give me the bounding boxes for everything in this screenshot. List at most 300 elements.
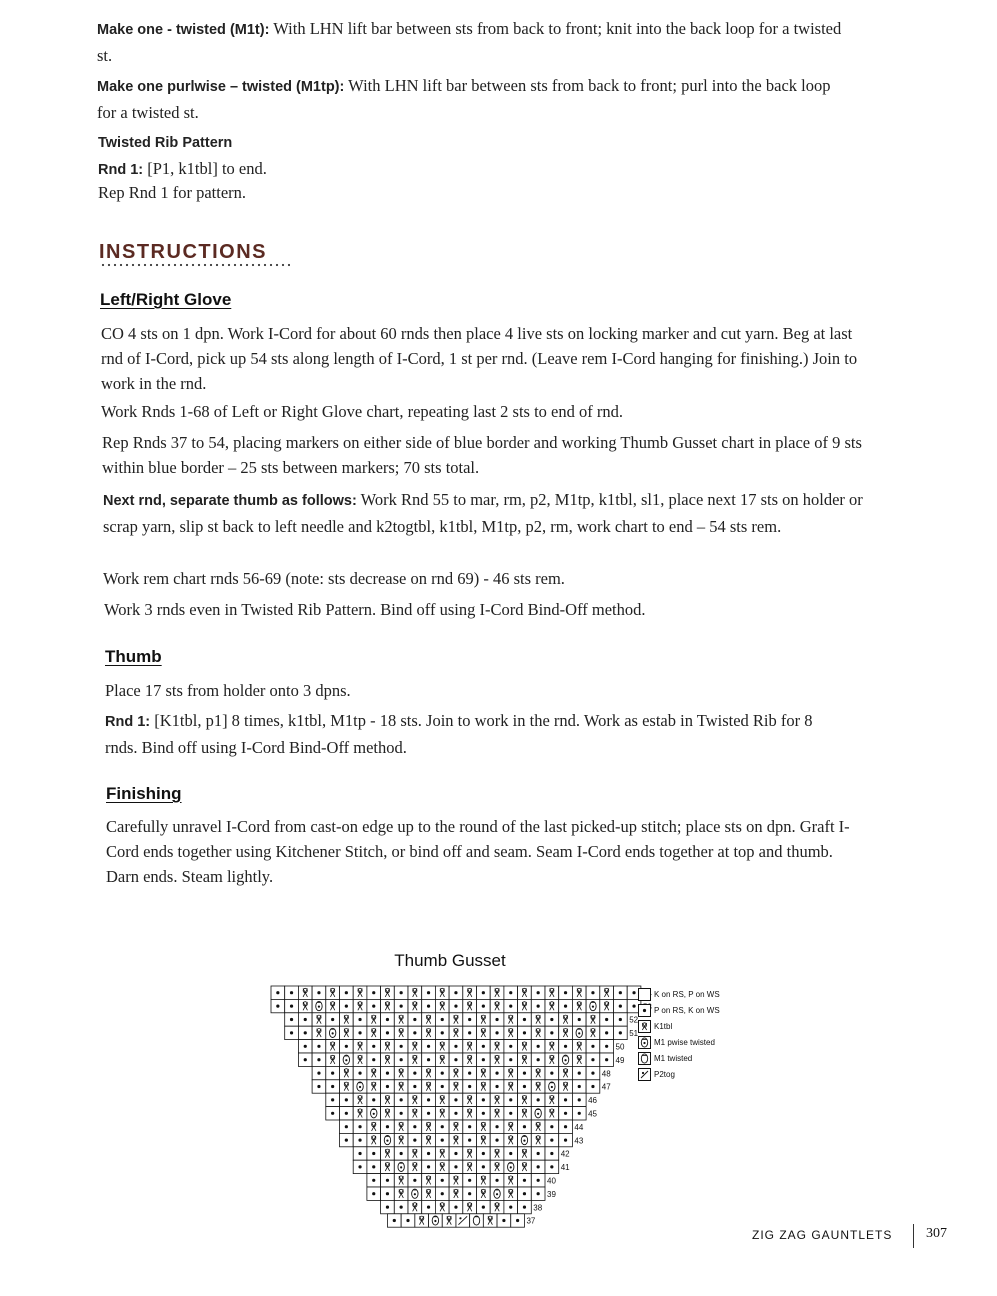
chart-cell	[477, 1133, 491, 1146]
chart-cell	[394, 1026, 408, 1039]
chart-row-label: 38	[533, 1203, 543, 1213]
chart-cell	[435, 1080, 449, 1093]
chart-cell	[367, 1120, 381, 1133]
chart-cell	[600, 1040, 614, 1053]
chart-cell	[463, 1026, 477, 1039]
chart-cell	[422, 1066, 436, 1079]
chart-cell	[463, 1080, 477, 1093]
chart-cell	[572, 999, 586, 1012]
chart-row-label: 43	[574, 1136, 584, 1146]
chart-cell	[435, 1120, 449, 1133]
chart-cell	[559, 1026, 573, 1039]
chart-cell	[353, 1080, 367, 1093]
legend-item-m1t	[638, 1050, 720, 1066]
chart-cell	[477, 1026, 491, 1039]
chart-cell	[531, 1160, 545, 1173]
chart-cell	[312, 1080, 326, 1093]
chart-legend	[638, 986, 720, 1082]
chart-cell	[504, 1133, 518, 1146]
chart-cell	[408, 1053, 422, 1066]
chart-row-40	[367, 1174, 557, 1187]
glove-para-2: Work Rnds 1-68 of Left or Right Glove chart, repeating last 2 sts to end of rnd.	[101, 402, 623, 421]
legend-swatch-dot	[638, 1004, 651, 1017]
chart-cell	[353, 1093, 367, 1106]
finishing-para-1: Carefully unravel I-Cord from cast-on edge up to the round of the last picked-up stitch; place sts on dpn. Graft I-Cord ends together using Kitchener Stitch, or bind off and seam. Seam I-Cord ends together at top and thumb. Darn ends. Steam lightly.	[106, 817, 850, 886]
chart-cell	[298, 1040, 312, 1053]
chart-cell	[477, 1160, 491, 1173]
chart-cell	[518, 1080, 532, 1093]
chart-cell	[511, 1214, 525, 1227]
chart-cell	[572, 1080, 586, 1093]
thumb-para-1: Place 17 sts from holder onto 3 dpns.	[105, 681, 351, 700]
chart-cell	[477, 986, 491, 999]
legend-item-k1tbl	[638, 1018, 720, 1034]
chart-cell	[449, 1013, 463, 1026]
chart-cell	[367, 1080, 381, 1093]
chart-cell	[353, 1147, 367, 1160]
thumb-gusset-chart	[268, 984, 639, 1226]
chart-cell	[429, 1214, 443, 1227]
chart-cell	[477, 1053, 491, 1066]
chart-cell	[477, 1200, 491, 1213]
chart-row-47	[312, 1080, 611, 1093]
chart-cell	[497, 1214, 511, 1227]
footer-divider	[913, 1224, 914, 1248]
chart-cell	[367, 986, 381, 999]
chart-cell	[312, 1013, 326, 1026]
chart-cell	[422, 1093, 436, 1106]
chart-cell	[477, 999, 491, 1012]
chart-cell	[504, 1026, 518, 1039]
chart-cell	[490, 1093, 504, 1106]
chart-cell	[422, 1147, 436, 1160]
chart-cell	[408, 1133, 422, 1146]
chart-cell	[367, 1160, 381, 1173]
chart-cell	[394, 1107, 408, 1120]
chart-cell	[490, 999, 504, 1012]
chart-row-37	[387, 1214, 535, 1227]
chart-cell	[422, 1174, 436, 1187]
chart-cell	[559, 1040, 573, 1053]
chart-cell	[340, 1013, 354, 1026]
chart-cell	[312, 999, 326, 1012]
glove-para-6: Work 3 rnds even in Twisted Rib Pattern. Bind off using I-Cord Bind-Off method.	[104, 600, 646, 619]
chart-cell	[449, 986, 463, 999]
page-number: 307	[926, 1226, 947, 1241]
chart-cell	[504, 1120, 518, 1133]
chart-cell	[435, 1026, 449, 1039]
chart-cell	[408, 999, 422, 1012]
glove-para-4-label: Next rnd, separate thumb as follows:	[103, 493, 357, 509]
chart-cell	[408, 1093, 422, 1106]
chart-cell	[572, 1093, 586, 1106]
chart-cell	[422, 999, 436, 1012]
chart-cell	[367, 1013, 381, 1026]
chart-cell	[559, 1013, 573, 1026]
chart-cell	[422, 1200, 436, 1213]
chart-cell	[435, 1147, 449, 1160]
chart-row-42	[353, 1147, 570, 1160]
chart-cell	[490, 1066, 504, 1079]
legend-item-m1p	[638, 1034, 720, 1050]
chart-cell	[381, 1120, 395, 1133]
chart-cell	[422, 1187, 436, 1200]
chart-cell	[435, 1200, 449, 1213]
chart-cell	[531, 986, 545, 999]
chart-cell	[381, 999, 395, 1012]
chart-row-49	[298, 1053, 625, 1066]
chart-row-label: 50	[615, 1042, 625, 1052]
chart-cell	[312, 1026, 326, 1039]
chart-row-50	[298, 1040, 625, 1053]
legend-label: K on RS, P on WS	[654, 989, 720, 999]
chart-cell	[435, 986, 449, 999]
chart-cell	[326, 986, 340, 999]
chart-row-label: 46	[588, 1096, 598, 1106]
chart-cell	[353, 1160, 367, 1173]
thumb-rnd	[105, 708, 845, 760]
chart-cell	[518, 1013, 532, 1026]
chart-cell	[531, 1147, 545, 1160]
abbrev-m1tp	[97, 73, 837, 125]
chart-row-label: 37	[526, 1216, 536, 1226]
chart-cell	[504, 999, 518, 1012]
chart-cell	[559, 986, 573, 999]
chart-cell	[422, 986, 436, 999]
chart-cell	[518, 1107, 532, 1120]
chart-cell	[531, 1107, 545, 1120]
chart-cell	[449, 1133, 463, 1146]
chart-cell	[586, 986, 600, 999]
chart-cell	[490, 1200, 504, 1213]
chart-cell	[381, 1200, 395, 1213]
chart-row-54	[271, 986, 652, 999]
chart-cell	[531, 1093, 545, 1106]
chart-cell	[353, 1133, 367, 1146]
legend-item-p2tog	[638, 1066, 720, 1082]
chart-row-label: 48	[601, 1069, 611, 1079]
chart-row-label: 49	[615, 1055, 625, 1065]
chart-cell	[614, 999, 628, 1012]
chart-cell	[394, 1053, 408, 1066]
chart-cell	[408, 1107, 422, 1120]
chart-cell	[614, 986, 628, 999]
chart-cell	[408, 1026, 422, 1039]
chart-cell	[545, 1160, 559, 1173]
twisted-rib-rep: Rep Rnd 1 for pattern.	[98, 183, 247, 202]
chart-cell	[449, 1147, 463, 1160]
chart-cell	[600, 1013, 614, 1026]
thumb-heading: Thumb	[105, 647, 162, 666]
chart-cell	[353, 1107, 367, 1120]
chart-cell	[463, 986, 477, 999]
chart-cell	[367, 1187, 381, 1200]
chart-cell	[285, 986, 299, 999]
chart-cell	[449, 1066, 463, 1079]
chart-cell	[490, 1026, 504, 1039]
chart-cell	[449, 1080, 463, 1093]
chart-cell	[340, 1093, 354, 1106]
chart-cell	[477, 1187, 491, 1200]
chart-cell	[394, 1160, 408, 1173]
chart-cell	[394, 986, 408, 999]
chart-cell	[422, 1133, 436, 1146]
chart-cell	[340, 1107, 354, 1120]
chart-row-41	[353, 1160, 570, 1173]
chart-cell	[463, 1107, 477, 1120]
chart-cell	[449, 1174, 463, 1187]
finishing-heading: Finishing	[106, 784, 182, 803]
chart-cell	[545, 1107, 559, 1120]
chart-cell	[572, 1026, 586, 1039]
chart-cell	[449, 1187, 463, 1200]
chart-cell	[463, 1053, 477, 1066]
chart-cell	[477, 1093, 491, 1106]
chart-cell	[422, 1107, 436, 1120]
chart-cell	[586, 1053, 600, 1066]
chart-cell	[518, 1160, 532, 1173]
glove-para-4-text: Work Rnd 55 to mar, rm, p2, M1tp, k1tbl, sl1, place next 17 sts on holder or scrap yarn, slip st back to left needle and k2togtbl, k1tbl, M1tp, p2, rm, work chart to end – 54 sts rem.	[103, 490, 863, 536]
chart-cell	[518, 1040, 532, 1053]
chart-cell	[559, 1093, 573, 1106]
chart-cell	[408, 1160, 422, 1173]
chart-cell	[449, 1160, 463, 1173]
chart-cell	[463, 1187, 477, 1200]
chart-cell	[545, 1147, 559, 1160]
chart-cell	[435, 1093, 449, 1106]
chart-cell	[559, 1080, 573, 1093]
chart-cell	[490, 1053, 504, 1066]
chart-cell	[531, 1133, 545, 1146]
chart-cell	[545, 1133, 559, 1146]
chart-row-label: 39	[547, 1189, 556, 1199]
chart-cell	[477, 1040, 491, 1053]
chart-cell	[367, 1093, 381, 1106]
legend-item-dot	[638, 1002, 720, 1018]
chart-cell	[559, 1133, 573, 1146]
chart-cell	[531, 1026, 545, 1039]
twisted-rib-title: Twisted Rib Pattern	[98, 135, 233, 151]
chart-cell	[504, 1174, 518, 1187]
chart-cell	[367, 1053, 381, 1066]
legend-label: M1 twisted	[654, 1053, 693, 1063]
chart-row-label: 42	[560, 1149, 570, 1159]
glove-para-5: Work rem chart rnds 56-69 (note: sts decrease on rnd 69) - 46 sts rem.	[103, 569, 565, 588]
chart-cell	[312, 1053, 326, 1066]
chart-cell	[326, 1013, 340, 1026]
chart-row-46	[326, 1093, 598, 1106]
chart-cell	[435, 1187, 449, 1200]
chart-cell	[559, 1107, 573, 1120]
chart-cell	[504, 1040, 518, 1053]
chart-cell	[381, 1026, 395, 1039]
chart-cell	[394, 1147, 408, 1160]
chart-cell	[422, 1080, 436, 1093]
chart-cell	[545, 999, 559, 1012]
chart-cell	[518, 1200, 532, 1213]
instructions-heading: INSTRUCTIONS	[99, 241, 267, 263]
chart-cell	[340, 1120, 354, 1133]
glove-para-1: CO 4 sts on 1 dpn. Work I-Cord for about 60 rnds then place 4 live sts on locking marker and cut yarn. Beg at last rnd of I-Cord, pick up 54 sts along length of I-Cord, 1 st per rnd. (Leave rem I-Cord hanging for finishing.) Join to work in the rnd.	[101, 324, 858, 393]
abbrev-m1t-term: Make one - twisted (M1t):	[97, 22, 270, 38]
chart-cell	[367, 1026, 381, 1039]
chart-cell	[340, 999, 354, 1012]
chart-cell	[435, 1040, 449, 1053]
chart-cell	[326, 1040, 340, 1053]
chart-cell	[422, 1040, 436, 1053]
chart-cell	[490, 1174, 504, 1187]
chart-cell	[531, 1080, 545, 1093]
chart-cell	[435, 1066, 449, 1079]
chart-cell	[586, 999, 600, 1012]
chart-cell	[340, 1066, 354, 1079]
chart-cell	[435, 999, 449, 1012]
chart-row-label: 45	[588, 1109, 598, 1119]
chart-cell	[545, 1053, 559, 1066]
legend-label: P on RS, K on WS	[654, 1005, 720, 1015]
chart-cell	[463, 1040, 477, 1053]
chart-row-38	[381, 1200, 543, 1213]
chart-cell	[572, 1066, 586, 1079]
chart-cell	[394, 1066, 408, 1079]
legend-swatch-blank	[638, 988, 651, 1001]
chart-cell	[408, 1066, 422, 1079]
twisted-rib-rnd-label: Rnd 1:	[98, 162, 144, 178]
chart-cell	[340, 1080, 354, 1093]
chart-cell	[422, 1053, 436, 1066]
chart-cell	[435, 1107, 449, 1120]
chart-cell	[353, 1120, 367, 1133]
chart-cell	[394, 1133, 408, 1146]
chart-cell	[340, 1133, 354, 1146]
chart-cell	[463, 1160, 477, 1173]
chart-cell	[298, 1013, 312, 1026]
chart-row-label: 52	[629, 1015, 639, 1025]
chart-cell	[477, 1107, 491, 1120]
chart-cell	[586, 1080, 600, 1093]
chart-cell	[298, 1053, 312, 1066]
chart-cell	[442, 1214, 456, 1227]
chart-cell	[518, 1174, 532, 1187]
chart-row-label: 51	[629, 1029, 639, 1039]
chart-cell	[614, 1013, 628, 1026]
chart-cell	[504, 1200, 518, 1213]
chart-row-label: 47	[601, 1082, 611, 1092]
chart-cell	[463, 1174, 477, 1187]
chart-cell	[394, 1187, 408, 1200]
chart-cell	[381, 1160, 395, 1173]
abbrev-m1t-text: With LHN lift bar between sts from back to front; knit into the back loop for a twisted st.	[97, 19, 842, 65]
chart-cell	[394, 1200, 408, 1213]
chart-cell	[367, 1107, 381, 1120]
chart-cell	[408, 1040, 422, 1053]
chart-cell	[353, 1066, 367, 1079]
chart-cell	[381, 1187, 395, 1200]
legend-label: M1 pwise twisted	[654, 1037, 715, 1047]
chart-cell	[271, 986, 285, 999]
chart-cell	[381, 1093, 395, 1106]
legend-swatch-m1t	[638, 1052, 651, 1065]
chart-cell	[463, 1133, 477, 1146]
chart-row-53	[271, 999, 652, 1012]
chart-cell	[326, 1093, 340, 1106]
thumb-rnd-text: [K1tbl, p1] 8 times, k1tbl, M1tp - 18 sts. Join to work in the rnd. Work as estab in Twisted Rib for 8 rnds. Bind off using I-Cord Bind-Off method.	[105, 711, 813, 757]
legend-swatch-m1p	[638, 1036, 651, 1049]
chart-cell	[381, 1147, 395, 1160]
chart-cell	[504, 1066, 518, 1079]
chart-cell	[408, 1080, 422, 1093]
chart-cell	[518, 1026, 532, 1039]
chart-cell	[490, 986, 504, 999]
chart-cell	[531, 1013, 545, 1026]
chart-cell	[367, 1066, 381, 1079]
chart-cell	[381, 986, 395, 999]
twisted-rib-rnd-text: [P1, k1tbl] to end.	[147, 159, 267, 178]
chart-cell	[545, 1120, 559, 1133]
chart-cell	[326, 1107, 340, 1120]
chart-cell	[518, 1133, 532, 1146]
chart-cell	[353, 1040, 367, 1053]
chart-cell	[422, 1120, 436, 1133]
chart-cell	[394, 1120, 408, 1133]
chart-cell	[449, 1093, 463, 1106]
chart-cell	[545, 1026, 559, 1039]
chart-cell	[353, 1013, 367, 1026]
chart-cell	[545, 1040, 559, 1053]
chart-cell	[408, 1200, 422, 1213]
chart-cell	[586, 1013, 600, 1026]
chart-cell	[449, 999, 463, 1012]
chart-row-label: 40	[547, 1176, 556, 1186]
chart-cell	[422, 1013, 436, 1026]
chart-cell	[463, 999, 477, 1012]
chart-cell	[298, 999, 312, 1012]
chart-cell	[326, 1026, 340, 1039]
chart-cell	[435, 1174, 449, 1187]
chart-cell	[381, 1013, 395, 1026]
footer-title: ZIG ZAG GAUNTLETS	[752, 1228, 893, 1242]
chart-cell	[326, 1080, 340, 1093]
chart-cell	[559, 1066, 573, 1079]
chart-cell	[490, 1040, 504, 1053]
chart-cell	[326, 1066, 340, 1079]
chart-cell	[449, 1107, 463, 1120]
chart-cell	[545, 1093, 559, 1106]
chart-cell	[477, 1066, 491, 1079]
glove-para-4	[103, 487, 863, 539]
chart-cell	[415, 1214, 429, 1227]
chart-cell	[477, 1174, 491, 1187]
chart-cell	[394, 1093, 408, 1106]
chart-cell	[518, 1066, 532, 1079]
chart-cell	[490, 1187, 504, 1200]
chart-cell	[614, 1026, 628, 1039]
chart-cell	[408, 1013, 422, 1026]
chart-cell	[600, 986, 614, 999]
chart-cell	[463, 1093, 477, 1106]
legend-label: P2tog	[654, 1069, 675, 1079]
chart-cell	[504, 1080, 518, 1093]
legend-label: K1tbl	[654, 1021, 673, 1031]
chart-cell	[572, 1053, 586, 1066]
chart-row-51	[285, 1026, 639, 1039]
chart-cell	[408, 1187, 422, 1200]
abbrev-m1t	[97, 16, 857, 68]
chart-cell	[490, 1013, 504, 1026]
chart-title: Thumb Gusset	[394, 951, 506, 970]
chart-cell	[531, 1040, 545, 1053]
chart-cell	[367, 1040, 381, 1053]
